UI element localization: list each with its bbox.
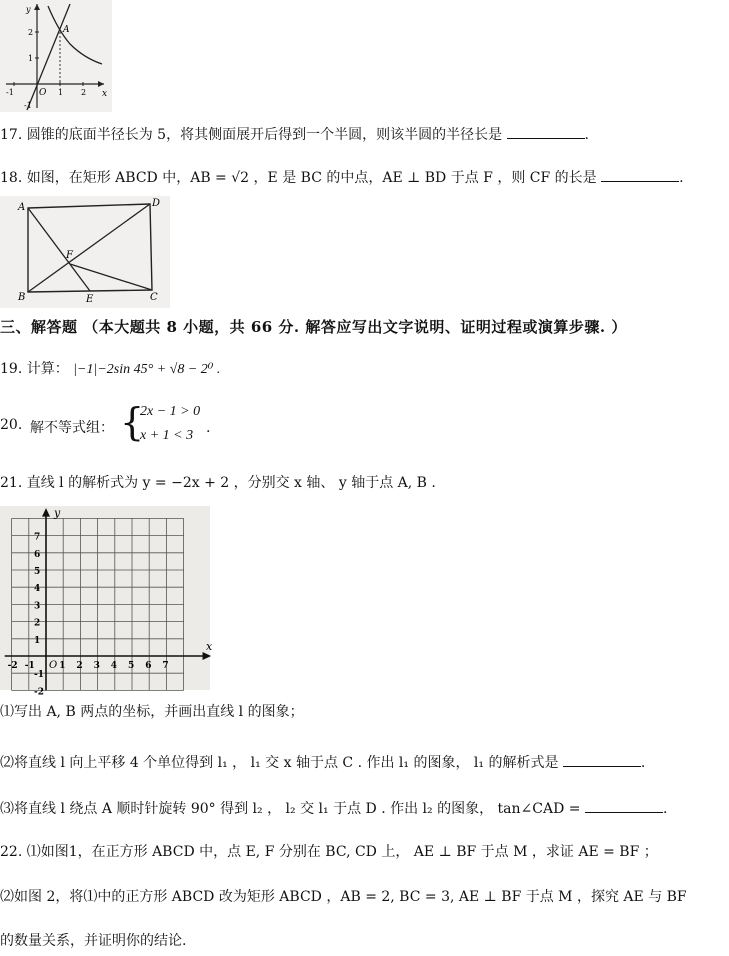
q17-end: . <box>584 127 589 143</box>
grid-y-tick-label: 3 <box>34 601 41 612</box>
grid-x-tick-label: 6 <box>145 661 152 671</box>
q22-part-2-line-b: 的数量关系，并证明你的结论. <box>0 933 187 949</box>
brace-icon: { <box>120 400 145 444</box>
grid-y-tick-label: 4 <box>34 584 41 595</box>
q22-part-2-line-a: ⑵如图 2，将⑴中的正方形 ABCD 改为矩形 ABCD ，AB = 2, BC = 3, AE ⊥ BF 于点 M ，探究 AE 与 BF <box>0 889 687 905</box>
tick-y-1: 1 <box>28 54 34 63</box>
y-axis-arrow-icon <box>34 4 40 10</box>
label-c: C <box>150 292 158 303</box>
question-20 <box>0 402 260 450</box>
grid-y-label: y <box>54 506 61 520</box>
q20-inequality-1: 2x − 1 > 0 <box>140 404 201 419</box>
q20-end: . <box>206 420 211 436</box>
q21-part-3 <box>0 798 667 818</box>
grid-x-tick-label: 5 <box>128 661 135 671</box>
label-f: F <box>66 250 73 261</box>
grid-x-tick-label: 1 <box>59 661 66 671</box>
question-22 <box>0 843 658 861</box>
q17-number: 17. <box>0 127 23 143</box>
grid-y-tick-label: -2 <box>34 687 44 698</box>
tick-y-neg1: -1 <box>24 101 32 110</box>
segment-fc <box>70 264 152 290</box>
question-21 <box>0 474 436 492</box>
q19-label: 计算： <box>26 361 69 377</box>
tick-y-2: 2 <box>28 28 34 37</box>
grid-x-tick-label: 7 <box>162 661 169 671</box>
grid-x-tick-label: -1 <box>24 661 35 671</box>
function-graph-svg <box>0 0 112 112</box>
q21-part-3-end: . <box>662 801 668 817</box>
question-17 <box>0 124 589 144</box>
grid-x-tick-label: -2 <box>7 661 18 671</box>
q21-part-3-blank[interactable] <box>585 798 663 813</box>
grid-y-arrow-icon <box>42 508 50 517</box>
rectangle-svg <box>0 196 170 308</box>
segment-ae <box>28 208 90 291</box>
q20-inequality-2: x + 1 < 3 <box>140 428 194 443</box>
grid-x-tick-label: 2 <box>76 661 83 671</box>
label-d: D <box>152 198 161 209</box>
q18-answer-blank[interactable] <box>601 167 679 182</box>
grid-svg <box>0 506 213 698</box>
x-label: x <box>102 89 108 99</box>
grid-x-arrow-icon <box>203 652 212 660</box>
q21-part-2 <box>0 752 645 772</box>
tick-x-2: 2 <box>81 88 87 97</box>
grid-y-tick-label: 5 <box>34 567 41 577</box>
q19-expression: |−1|−2sin 45° + √8 − 2⁰ . <box>73 362 221 377</box>
grid-y-tick-label: -1 <box>34 670 44 681</box>
diagonal-bd <box>28 204 150 292</box>
q21-part-2-text: ⑵将直线 l 向上平移 4 个单位得到 l₁ ， l₁ 交 x 轴于点 C . 作出 l₁ 的图象， l₁ 的解析式是 <box>0 755 559 771</box>
q21-part-3-text: ⑶将直线 l 绕点 A 顺时针旋转 90° 得到 l₂ ， l₂ 交 l₁ 于点 D . 作出 l₂ 的图象， tan∠CAD = <box>0 801 581 817</box>
rectangle-abcd-figure <box>0 196 170 308</box>
grid-y-tick-label: 2 <box>34 618 41 629</box>
point-a-label: A <box>63 25 70 35</box>
grid-y-tick-label: 7 <box>34 532 41 543</box>
grid-y-tick-label: 6 <box>34 549 41 560</box>
tick-x-1: 1 <box>58 88 64 97</box>
grid-origin-label: O <box>49 660 58 671</box>
inverse-function-curve <box>48 6 102 64</box>
y-label: y <box>26 5 31 14</box>
q22-number: 22. <box>0 844 23 860</box>
q21-part-1: ⑴写出 A, B 两点的坐标，并画出直线 l 的图象； <box>0 704 304 720</box>
question-18 <box>0 167 684 187</box>
q22-part-1: ⑴如图1，在正方形 ABCD 中，点 E, F 分别在 BC, CD 上， AE ⊥ BF 于点 M ，求证 AE = BF ； <box>26 844 658 860</box>
linear-function-line <box>27 4 70 110</box>
label-e: E <box>86 294 94 305</box>
q19-number: 19. <box>0 361 23 377</box>
q17-text: 圆锥的底面半径长为 5，将其侧面展开后得到一个半圆，则该半圆的半径长是 <box>26 127 503 143</box>
function-graph-figure <box>0 0 112 112</box>
q18-number: 18. <box>0 170 23 186</box>
q21-number: 21. <box>0 475 23 491</box>
q20-number: 20. <box>0 417 23 433</box>
label-b: B <box>18 292 26 303</box>
tick-x-neg1: -1 <box>6 88 14 97</box>
q21-text: 直线 l 的解析式为 y = −2x + 2 ，分别交 x 轴、 y 轴于点 A, B . <box>26 475 436 491</box>
q21-part-2-end: . <box>640 755 646 771</box>
grid-y-tick-label: 1 <box>34 635 41 646</box>
question-19 <box>0 360 220 379</box>
q21-part-2-blank[interactable] <box>563 752 641 767</box>
q18-text: 如图，在矩形 ABCD 中，AB = √2 ，E 是 BC 的中点，AE ⊥ BD 于点 F ，则 CF 的长是 <box>26 170 597 186</box>
q17-answer-blank[interactable] <box>507 124 585 139</box>
grid-x-tick-label: 3 <box>93 661 100 671</box>
q20-label: 解不等式组： <box>30 420 114 436</box>
label-a: A <box>18 202 26 213</box>
grid-x-tick-label: 4 <box>110 661 118 671</box>
origin-label: O <box>39 88 47 98</box>
x-axis-arrow-icon <box>98 81 104 87</box>
section-3-heading: 三、解答题 （本大题共 8 小题，共 66 分. 解答应写出文字说明、证明过程或演算步骤. ） <box>0 318 627 336</box>
coordinate-grid-figure <box>0 506 213 698</box>
q18-end: . <box>679 170 684 186</box>
grid-x-label: x <box>205 640 213 653</box>
